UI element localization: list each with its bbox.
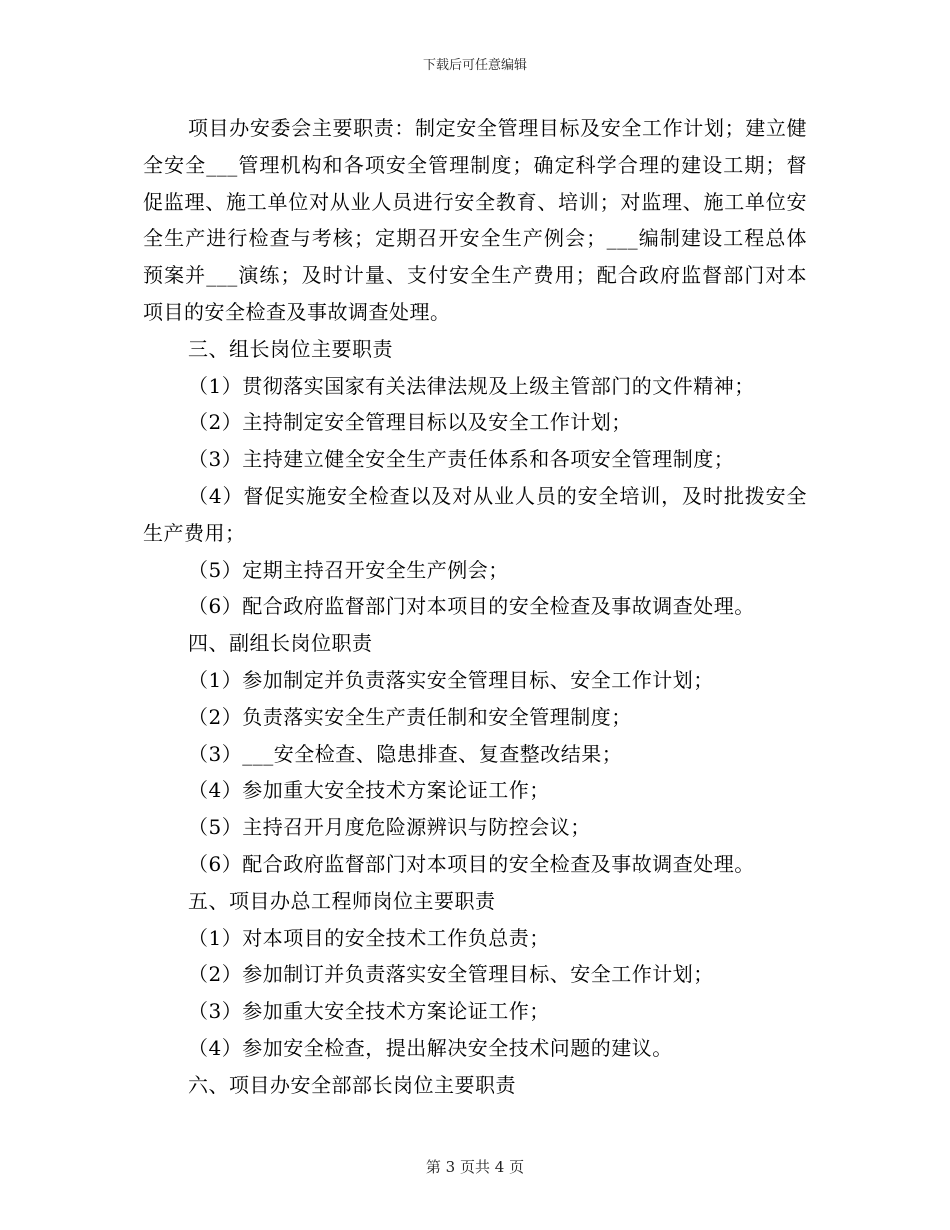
list-item: （3）___安全检查、隐患排查、复查整改结果；	[188, 741, 623, 766]
list-item: （1）对本项目的安全技术工作负总责；	[188, 925, 550, 950]
paragraph-safety-committee-duties: 项目办安委会主要职责：制定安全管理目标及安全工作计划；建立健全安全___管理机构和各项安全管理制度；确定科学合理的建设工期；督促监理、施工单位对从业人员进行安全教育、培训；对监理、施工单位安全生产进行检查与考核；定期召开安全生产例会；___编制建设工程总体预案并___演练；及时计量、支付安全生产费用；配合政府监督部门对本项目的安全检查及事故调查处理。	[143, 116, 807, 324]
list-item: （5）定期主持召开安全生产例会；	[188, 557, 509, 582]
list-item: （4）督促实施安全检查以及对从业人员的安全培训，及时批拨安全生产费用；	[143, 483, 807, 545]
list-item: （1）参加制定并负责落实安全管理目标、安全工作计划；	[188, 667, 714, 692]
list-item: （1）贯彻落实国家有关法律法规及上级主管部门的文件精神；	[188, 373, 755, 398]
list-item: （4）参加安全检查，提出解决安全技术问题的建议。	[188, 1035, 673, 1060]
page-footer: 第 3 页共 4 页	[425, 1158, 525, 1176]
section-heading-leader-duties: 三、组长岗位主要职责	[188, 336, 393, 361]
section-heading-safety-director-duties: 六、项目办安全部部长岗位主要职责	[188, 1072, 516, 1097]
list-item: （4）参加重大安全技术方案论证工作；	[188, 778, 550, 803]
list-item: （6）配合政府监督部门对本项目的安全检查及事故调查处理。	[188, 594, 755, 619]
list-item: （5）主持召开月度危险源辨识与防控会议；	[188, 815, 591, 840]
page-header: 下载后可任意编辑	[422, 58, 527, 73]
list-item: （2）负责落实安全生产责任制和安全管理制度；	[188, 704, 632, 729]
document-body	[143, 110, 807, 1104]
list-item: （6）配合政府监督部门对本项目的安全检查及事故调查处理。	[188, 851, 755, 876]
list-item: （3）参加重大安全技术方案论证工作；	[188, 999, 550, 1024]
section-heading-chief-engineer-duties: 五、项目办总工程师岗位主要职责	[188, 888, 496, 913]
list-item: （2）主持制定安全管理目标以及安全工作计划；	[188, 410, 632, 435]
section-heading-deputy-leader-duties: 四、副组长岗位职责	[188, 631, 373, 656]
list-item: （3）主持建立健全安全生产责任体系和各项安全管理制度；	[188, 447, 735, 472]
list-item: （2）参加制订并负责落实安全管理目标、安全工作计划；	[188, 962, 714, 987]
